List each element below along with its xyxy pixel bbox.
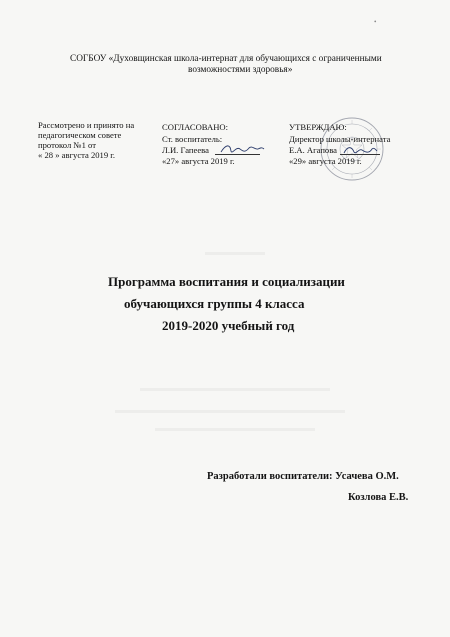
authors-line1: Разработали воспитатели: Усачева О.М. xyxy=(207,471,399,482)
scan-dot: • xyxy=(374,18,377,26)
agreed-heading: СОГЛАСОВАНО: xyxy=(162,122,229,132)
program-title-line3: 2019-2020 учебный год xyxy=(162,318,295,333)
scan-artifact xyxy=(205,252,265,255)
left-approval-line2: педагогическом совете xyxy=(38,130,122,140)
scan-artifact xyxy=(140,388,330,391)
left-approval-line3: протокол №1 от xyxy=(38,140,96,150)
scan-artifact xyxy=(155,428,315,431)
left-approval-line1: Рассмотрено и принято на xyxy=(38,120,135,130)
approved-date: «29» августа 2019 г. xyxy=(289,156,362,166)
organization-name-line1: СОГБОУ «Духовщинская школа-интернат для обучающихся с ограниченными xyxy=(70,54,382,64)
organization-name-line2: возможностями здоровья» xyxy=(188,65,293,75)
authors-line2: Козлова Е.В. xyxy=(348,492,409,503)
scan-artifact xyxy=(115,410,345,413)
agreed-role: Ст. воспитатель: xyxy=(162,134,223,144)
agreed-name: Л.И. Гапеева xyxy=(162,145,209,155)
approved-name: Е.А. Агапова xyxy=(289,145,337,155)
program-title-line1: Программа воспитания и социализации xyxy=(108,274,345,289)
program-title-line2: обучающихся группы 4 класса xyxy=(124,296,305,311)
left-approval-line4: « 28 » августа 2019 г. xyxy=(38,150,116,160)
approved-heading: УТВЕРЖДАЮ: xyxy=(289,122,347,132)
agreed-date: «27» августа 2019 г. xyxy=(162,156,235,166)
approved-role: Директор школы-интерната xyxy=(289,134,391,144)
